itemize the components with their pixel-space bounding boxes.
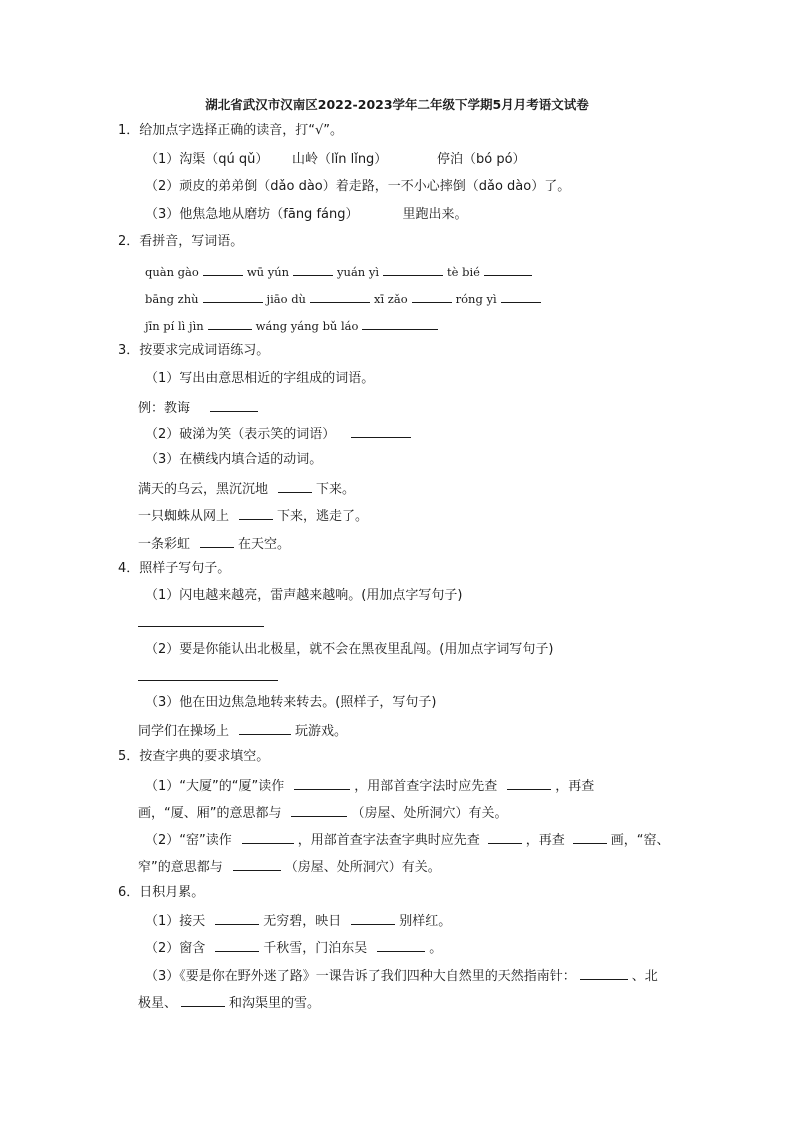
q6-item1a: （1）接天 — [145, 914, 206, 929]
q1-item3-pre: （3）他焦急地从磨坊（fāng fáng） — [145, 207, 359, 222]
q5-item2-line1 — [145, 830, 670, 850]
q6-item1 — [145, 911, 451, 931]
q5-item2f: （房屋、处所洞穴）有关。 — [284, 860, 441, 875]
q3-item2-text: （2）破涕为笑（表示笑的词语） — [145, 427, 336, 442]
answer-line[interactable] — [138, 680, 278, 681]
q6-item1c: 别样红。 — [399, 914, 452, 929]
answer-blank[interactable] — [484, 262, 532, 276]
q6-item2c: 。 — [429, 941, 443, 956]
pinyin: quàn gào — [145, 265, 199, 279]
q3-item3b-post: 下来，逃走了。 — [277, 509, 369, 524]
question-3-stem: 3．按要求完成词语练习。 — [118, 343, 270, 358]
q6-item2 — [145, 938, 442, 958]
answer-blank[interactable] — [383, 262, 443, 276]
pinyin: jiāo dù — [266, 292, 306, 306]
q1-item3 — [145, 205, 468, 224]
q5-item2-line2 — [138, 857, 441, 877]
pinyin: róng yì — [455, 292, 497, 306]
question-2-stem: 2．看拼音，写词语。 — [118, 234, 244, 249]
answer-line[interactable] — [138, 626, 264, 627]
answer-blank[interactable] — [210, 398, 258, 412]
q5-item1-line2 — [138, 803, 508, 823]
q3-item3c — [138, 534, 290, 554]
answer-blank[interactable] — [294, 776, 350, 790]
q6-item3c: 极星、 — [138, 996, 178, 1011]
answer-blank[interactable] — [242, 830, 294, 844]
answer-blank[interactable] — [233, 857, 281, 871]
q5-item1e: （房屋、处所洞穴）有关。 — [351, 806, 508, 821]
q1-item3-post: 里跑出来。 — [402, 207, 468, 222]
answer-blank[interactable] — [362, 316, 438, 330]
q3-item2 — [145, 424, 415, 444]
answer-blank[interactable] — [203, 262, 243, 276]
answer-blank[interactable] — [278, 479, 312, 493]
q1-item1c: 停泊（bó pó） — [437, 152, 526, 167]
q6-item3-line2 — [138, 993, 320, 1013]
answer-blank[interactable] — [377, 938, 425, 952]
q5-item1b: ，用部首查字法时应先查 — [354, 779, 498, 794]
q3-item3a — [138, 479, 355, 499]
q3-example-text: 例：教诲 — [138, 401, 191, 416]
q3-item3c-pre: 一条彩虹 — [138, 537, 191, 552]
question-4-stem: 4．照样子写句子。 — [118, 561, 231, 576]
page-title: 湖北省武汉市汉南区2022-2023学年二年级下学期5月月考语文试卷 — [205, 97, 589, 112]
q4-item2: （2）要是你能认出北极星，就不会在黑夜里乱闯。(用加点字词写句子) — [145, 642, 554, 657]
pinyin: wū yún — [246, 265, 290, 279]
answer-blank[interactable] — [412, 289, 452, 303]
answer-blank[interactable] — [580, 966, 628, 980]
q3-item3a-post: 下来。 — [316, 482, 356, 497]
q6-item3d: 和沟渠里的雪。 — [229, 996, 321, 1011]
q2-row2 — [145, 289, 545, 308]
question-1-stem: 1．给加点字选择正确的读音，打“√”。 — [118, 123, 344, 138]
question-5-stem: 5．按查字典的要求填空。 — [118, 749, 270, 764]
answer-blank[interactable] — [208, 316, 252, 330]
q3-example — [138, 398, 262, 418]
q6-item2a: （2）窗含 — [145, 941, 206, 956]
answer-blank[interactable] — [215, 938, 259, 952]
answer-blank[interactable] — [573, 830, 607, 844]
pinyin: xī zǎo — [373, 292, 408, 306]
q3-item3a-pre: 满天的乌云，黑沉沉地 — [138, 482, 269, 497]
q5-item1c: ，再查 — [555, 779, 595, 794]
q4-item3-pre: 同学们在操场上 — [138, 724, 230, 739]
q1-item1a: （1）沟渠（qú qǔ） — [145, 152, 269, 167]
q4-item1: （1）闪电越来越亮，雷声越来越响。(用加点字写句子) — [145, 588, 463, 603]
q4-item3-example — [138, 721, 347, 741]
pinyin: bāng zhù — [145, 292, 199, 306]
answer-blank[interactable] — [507, 776, 551, 790]
pinyin: yuán yì — [337, 265, 380, 279]
q5-item2e: 窄”的意思都与 — [138, 860, 223, 875]
answer-blank[interactable] — [351, 911, 395, 925]
answer-blank[interactable] — [501, 289, 541, 303]
q3-item3: （3）在横线内填合适的动词。 — [145, 452, 323, 467]
pinyin: wáng yáng bǔ láo — [255, 319, 359, 333]
q1-item3-space — [362, 205, 398, 218]
q5-item1-line1 — [145, 776, 594, 796]
q5-item1a: （1）“大厦”的“厦”读作 — [145, 779, 285, 794]
q3-item3c-post: 在天空。 — [238, 537, 291, 552]
q3-item3b — [138, 506, 368, 526]
q5-item2c: ，再查 — [525, 833, 565, 848]
answer-blank[interactable] — [488, 830, 522, 844]
q5-item1d: 画，“厦、厢”的意思都与 — [138, 806, 282, 821]
answer-blank[interactable] — [200, 534, 234, 548]
q1-item1b: 山岭（lǐn lǐng） — [292, 152, 388, 167]
pinyin: jīn pí lì jìn — [145, 319, 204, 333]
q5-item2a: （2）“窑”读作 — [145, 833, 232, 848]
answer-blank[interactable] — [203, 289, 263, 303]
q3-item3b-pre: 一只蜘蛛从网上 — [138, 509, 230, 524]
pinyin: tè bié — [447, 265, 480, 279]
answer-blank[interactable] — [293, 262, 333, 276]
q4-item3: （3）他在田边焦急地转来转去。(照样子，写句子) — [145, 695, 437, 710]
answer-blank[interactable] — [215, 911, 259, 925]
answer-blank[interactable] — [181, 993, 225, 1007]
q6-item3a: （3）《要是你在野外迷了路》一课告诉了我们四种大自然里的天然指南针： — [145, 969, 576, 984]
q6-item2b: 千秋雪，门泊东吴 — [263, 941, 368, 956]
answer-blank[interactable] — [310, 289, 370, 303]
q6-item3-line1 — [145, 966, 658, 986]
question-6-stem: 6．日积月累。 — [118, 885, 205, 900]
q1-item2: （2）顽皮的弟弟倒（dǎo dào）着走路，一不小心摔倒（dǎo dào）了。 — [145, 179, 571, 194]
q4-item3-post: 玩游戏。 — [295, 724, 348, 739]
answer-blank[interactable] — [239, 506, 273, 520]
q5-item2b: ，用部首查字法查字典时应先查 — [297, 833, 480, 848]
q6-item1b: 无穷碧，映日 — [263, 914, 342, 929]
answer-blank[interactable] — [291, 803, 347, 817]
answer-blank[interactable] — [351, 424, 411, 438]
q6-item3b: 、北 — [631, 969, 658, 984]
q2-row3 — [145, 316, 442, 335]
q5-item2d: 画，“窑、 — [610, 833, 670, 848]
q3-item1: （1）写出由意思相近的字组成的词语。 — [145, 371, 375, 386]
q2-row1 — [145, 262, 536, 281]
answer-blank[interactable] — [239, 721, 291, 735]
